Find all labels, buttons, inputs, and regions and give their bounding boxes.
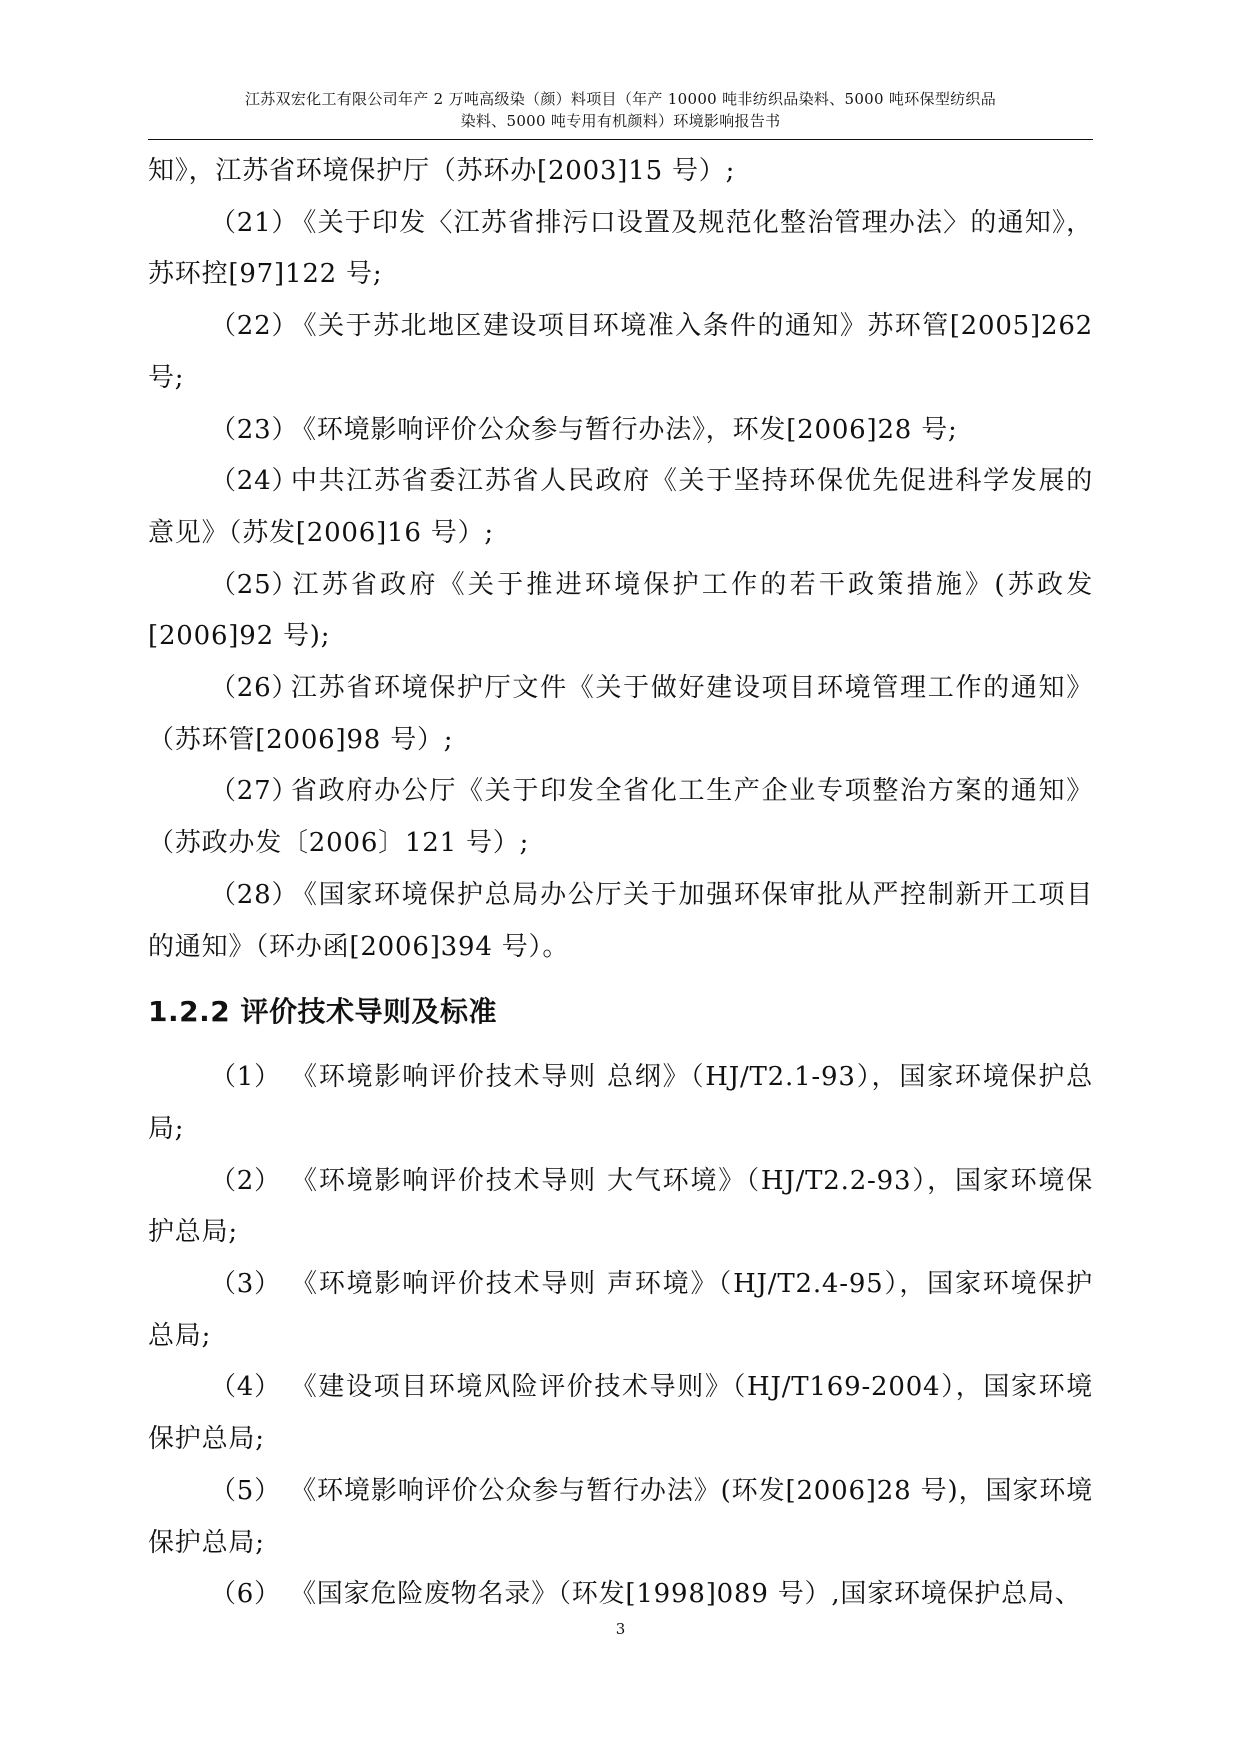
item-number: （21） [210, 207, 299, 238]
standard-item [148, 1052, 1093, 1155]
item-text: 《国家危险废物名录》（环发[1998]089 号）,国家环境保护总局、 [290, 1579, 1082, 1610]
item-text: 中共江苏省委江苏省人民政府《关于坚持环保优先促进科学发展的意见》（苏发[2006]16 号）; [148, 466, 1093, 548]
item-text: 江苏省环境保护厅文件《关于做好建设项目环境管理工作的通知》（苏环管[2006]98 号）; [148, 673, 1093, 755]
item-number: （27） [210, 776, 299, 807]
header-title-line-1: 江苏双宏化工有限公司年产 2 万吨高级染（颜）料项目（年产 10000 吨非纺织品染料、5000 吨环保型纺织品 [244, 90, 997, 108]
item-number: （1） [210, 1062, 281, 1093]
header-title-line-2: 染料、5000 吨专用有机颜料）环境影响报告书 [460, 112, 781, 130]
item-number: （26） [210, 673, 299, 704]
item-text: 省政府办公厅《关于印发全省化工生产企业专项整治方案的通知》（苏政办发〔2006〕121 号）; [148, 776, 1093, 859]
regulation-item [148, 456, 1093, 559]
standard-item [148, 1569, 1093, 1621]
item-text: 《环境影响评价公众参与暂行办法》(环发[2006]28 号)，国家环境保护总局; [148, 1475, 1093, 1558]
item-text: 《国家环境保护总局办公厅关于加强环保审批从严控制新开工项目的通知》（环办函[2006]394 号）。 [148, 879, 1093, 962]
standard-item [148, 1259, 1093, 1362]
item-text: 《建设项目环境风险评价技术导则》（HJ/T169-2004），国家环境保护总局; [148, 1372, 1093, 1455]
standard-item [148, 1466, 1093, 1569]
regulation-item [148, 198, 1093, 301]
standards-list [148, 1052, 1093, 1621]
regulation-item [148, 560, 1093, 663]
item-number: （6） [210, 1579, 281, 1610]
item-number: （2） [210, 1165, 281, 1196]
section-heading: 1.2.2 评价技术导则及标准 [148, 995, 497, 1029]
regulation-item [148, 405, 1093, 457]
item-number: （24） [210, 466, 299, 497]
page-number: 3 [615, 1620, 626, 1638]
item-number: （25） [210, 569, 299, 600]
item-text: 《环境影响评价技术导则 总纲》（HJ/T2.1-93），国家环境保护总局; [148, 1062, 1093, 1144]
item-text: 《环境影响评价公众参与暂行办法》，环发[2006]28 号; [290, 414, 958, 445]
item-number: （22） [210, 311, 299, 342]
regulation-item [148, 301, 1093, 404]
item-text: 《环境影响评价技术导则 声环境》（HJ/T2.4-95），国家环境保护总局; [148, 1269, 1093, 1351]
regulation-list [148, 198, 1093, 974]
item-number: （28） [210, 879, 299, 910]
item-number: （23） [210, 414, 299, 445]
document-body [148, 146, 1093, 1621]
item-text: 《环境影响评价技术导则 大气环境》（HJ/T2.2-93），国家环境保护总局; [148, 1165, 1093, 1248]
standard-item [148, 1362, 1093, 1465]
item-number: （4） [210, 1372, 281, 1403]
page-header [148, 88, 1093, 132]
regulation-item [148, 870, 1093, 973]
item-number: （5） [210, 1475, 281, 1506]
regulation-item [148, 766, 1093, 869]
item-text: 江苏省政府《关于推进环境保护工作的若干政策措施》(苏政发[2006]92 号); [148, 569, 1093, 652]
item-text: 《关于印发〈江苏省排污口设置及规范化整治管理办法〉的通知》，苏环控[97]122 号; [148, 207, 1093, 290]
item-text: 《关于苏北地区建设项目环境准入条件的通知》苏环管[2005]262 号; [148, 311, 1093, 393]
header-divider [148, 139, 1093, 140]
regulation-item [148, 663, 1093, 766]
standard-item [148, 1156, 1093, 1259]
continuation-paragraph: 知》，江苏省环境保护厅（苏环办[2003]15 号）; [148, 156, 736, 186]
item-number: （3） [210, 1269, 281, 1300]
